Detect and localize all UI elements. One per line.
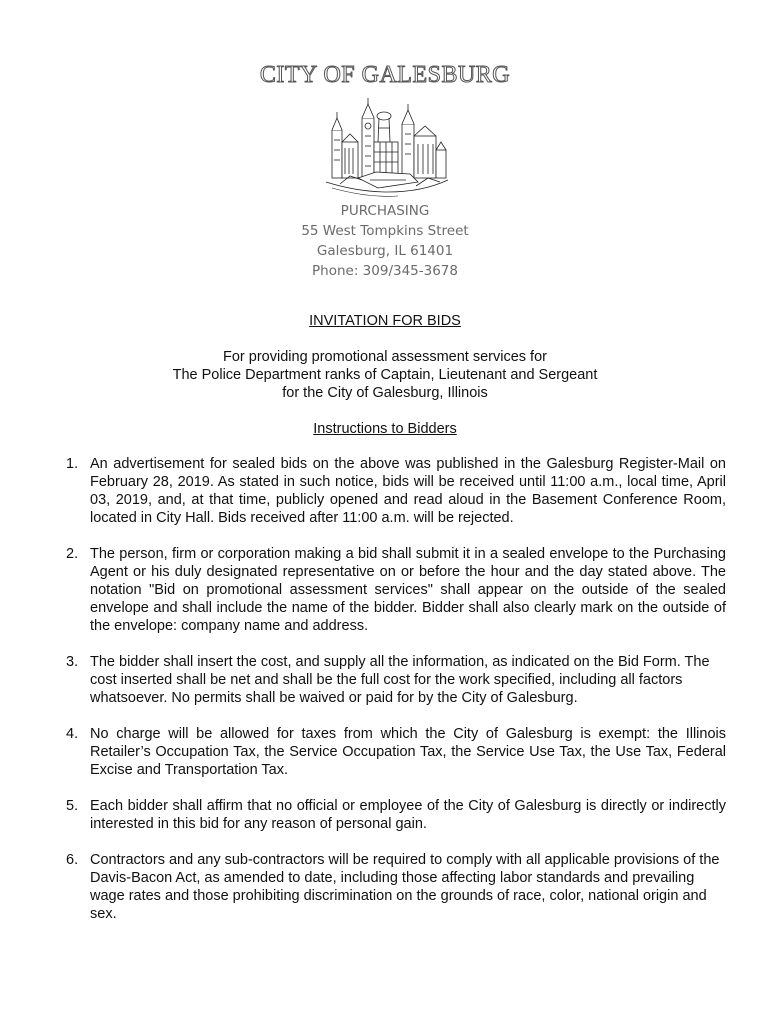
- item-text: The person, firm or corporation making a bid shall submit it in a sealed envelope to the Purchasing Agent or his duly designated representative on or before the hour and the day stated above. The notation "Bid on promotional assessment services" shall appear on the outside of the sealed envelope and shall include the name of the bidder. Bidder shall also clearly mark on the outside of the envelope: company name and address.: [90, 546, 726, 634]
- item-text: An advertisement for sealed bids on the above was published in the Galesburg Register-Mail on February 28, 2019. As stated in such notice, bids will be received until 11:00 a.m., local time, April 03, 2019, and, at that time, publicly opened and read aloud in the Basement Conference Room, located in City Hall. Bids received after 11:00 a.m. will be rejected.: [90, 456, 726, 526]
- document-title: INVITATION FOR BIDS: [309, 313, 461, 329]
- instruction-item: [66, 797, 726, 833]
- street-address: 55 West Tompkins Street: [301, 223, 469, 239]
- purpose-line: The Police Department ranks of Captain, Lieutenant and Sergeant: [172, 367, 598, 383]
- item-text: No charge will be allowed for taxes from which the City of Galesburg is exempt: the Illinois Retailer’s Occupation Tax, the Service Occupation Tax, the Service Use Tax, the Use Tax, Federal Excise and Transportation Tax.: [90, 726, 726, 778]
- purchasing-address-block: [0, 201, 770, 281]
- instruction-item: [66, 455, 726, 527]
- purpose-line: For providing promotional assessment services for: [223, 349, 547, 365]
- department-name: PURCHASING: [340, 203, 430, 219]
- item-text: Contractors and any sub-contractors will be required to comply with all applicable provisions of the Davis-Bacon Act, as amended to date, including those affecting labor standards and prevailing wage rates and those prohibiting discrimination on the grounds of race, color, national origin and sex.: [90, 852, 720, 922]
- item-number: 5.: [66, 798, 79, 814]
- instructions-heading: Instructions to Bidders: [313, 421, 457, 437]
- city-state-zip: Galesburg, IL 61401: [316, 243, 454, 259]
- item-text: Each bidder shall affirm that no official or employee of the City of Galesburg is directly or indirectly interested in this bid for any reason of personal gain.: [90, 798, 726, 832]
- instruction-item: [66, 851, 726, 923]
- item-number: 2.: [66, 546, 79, 562]
- item-text: The bidder shall insert the cost, and supply all the information, as indicated on the Bid Form. The cost inserted shall be net and shall be the full cost for the work specified, including all factors whatsoever. No permits shall be waived or paid for by the City of Galesburg.: [90, 654, 710, 706]
- instructions-list: [66, 455, 726, 941]
- item-number: 4.: [66, 726, 79, 742]
- item-number: 3.: [66, 654, 79, 670]
- item-number: 1.: [66, 456, 79, 472]
- instruction-item: [66, 545, 726, 635]
- instruction-item: [66, 653, 726, 707]
- city-skyline-seal-icon: [318, 96, 454, 200]
- item-number: 6.: [66, 852, 79, 868]
- phone-number: Phone: 309/345-3678: [312, 263, 458, 279]
- purpose-statement: [0, 348, 770, 402]
- purpose-line: for the City of Galesburg, Illinois: [282, 385, 488, 401]
- instruction-item: [66, 725, 726, 779]
- city-name-heading: CITY OF GALESBURG: [259, 62, 511, 88]
